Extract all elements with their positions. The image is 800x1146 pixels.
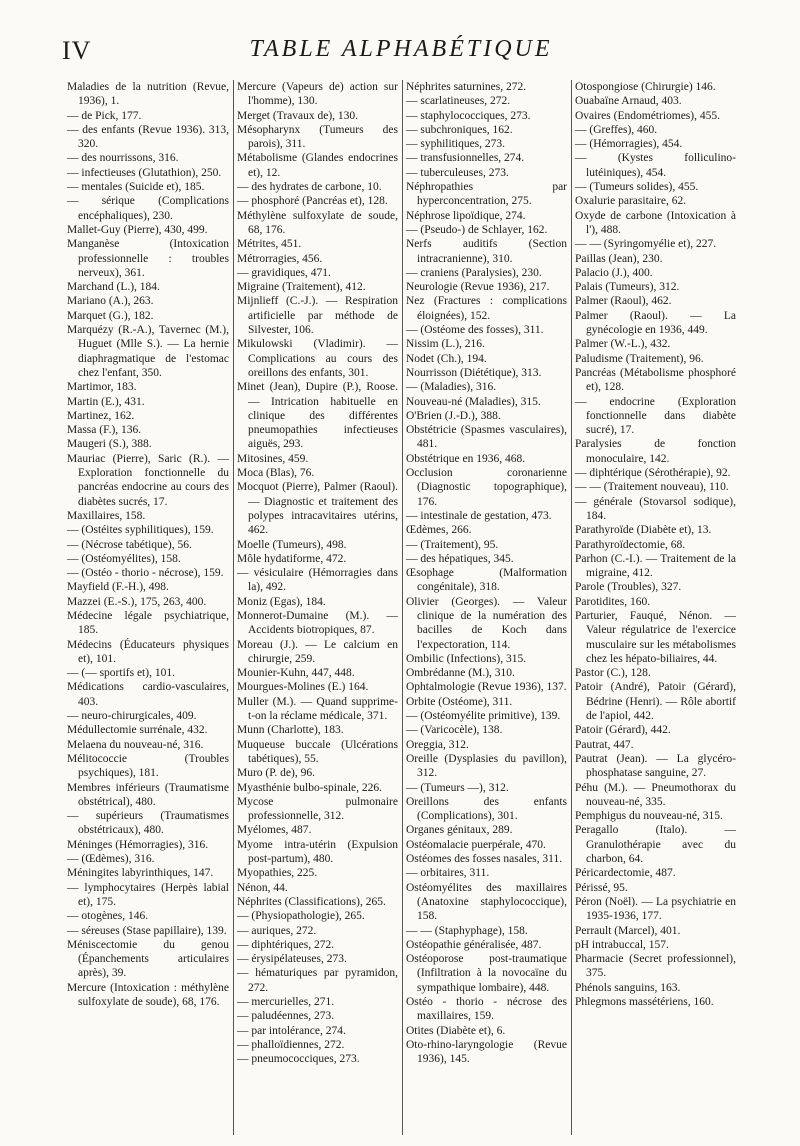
- index-entry: — lymphocytaires (Herpès labial et), 175.: [67, 881, 229, 908]
- index-entry: — phalloïdiennes, 272.: [237, 1038, 345, 1051]
- index-entry: pH intrabuccal, 157.: [575, 938, 669, 951]
- index-entry: — scarlatineuses, 272.: [406, 95, 511, 108]
- index-column: [402, 80, 571, 1135]
- index-entry: — (Pseudo-) de Schlayer, 162.: [406, 223, 548, 236]
- index-entry: Nénon, 44.: [237, 881, 288, 894]
- index-entry: — (Physiopathologie), 265.: [237, 910, 365, 923]
- index-entry: Métrites, 451.: [237, 238, 302, 251]
- index-entry: Parole (Troubles), 327.: [575, 581, 682, 594]
- index-entry: Martimor, 183.: [67, 381, 137, 394]
- index-entry: — (Tumeurs solides), 455.: [575, 181, 699, 194]
- index-entry: Moniz (Egas), 184.: [237, 595, 326, 608]
- index-entry: — diphtériques, 272.: [237, 938, 335, 951]
- index-entry: Palmer (Raoul), 462.: [575, 295, 672, 308]
- index-entry: Oreillons des enfants (Complications), 301.: [406, 795, 567, 823]
- index-entry: Ophtalmologie (Revue 1936), 137.: [406, 681, 567, 694]
- index-entry: Ombrédanne (M.), 310.: [406, 667, 515, 680]
- index-entry: — auriques, 272.: [237, 924, 317, 937]
- index-entry: Mycose pulmonaire professionnelle, 312.: [237, 795, 398, 823]
- index-entry: Ostéo - thorio - nécrose des maxillaires, 159.: [406, 996, 567, 1023]
- index-entry: Perrault (Marcel), 401.: [575, 924, 681, 937]
- index-entry: Mazzei (E.-S.), 175, 263, 400.: [67, 595, 207, 608]
- index-entry: Otites (Diabète et), 6.: [406, 1024, 506, 1037]
- index-entry: — supérieurs (Traumatismes obstétricaux), 480.: [67, 810, 229, 837]
- index-entry: — érysipélateuses, 273.: [237, 953, 347, 966]
- index-entry: Myome intra-utérin (Expulsion post-partum), 480.: [237, 838, 398, 866]
- index-entry: Mounier-Kuhn, 447, 448.: [237, 667, 355, 680]
- index-entry: — pneumococciques, 273.: [237, 1053, 360, 1066]
- index-entry: Pastor (C.), 128.: [575, 667, 651, 680]
- index-entry: — (Greffes), 460.: [575, 123, 658, 136]
- index-entry: Mikulowski (Vladimir). — Complications au cours des oreillons des enfants, 301.: [237, 338, 398, 379]
- index-entry: Pemphigus du nouveau-né, 315.: [575, 810, 723, 823]
- index-entry: Médullectomie surrénale, 432.: [67, 724, 208, 737]
- index-entry: Oxyde de carbone (Intoxication à l'), 488.: [575, 209, 736, 236]
- index-entry: O'Brien (J.-D.), 388.: [406, 409, 501, 422]
- index-entry: Organes génitaux, 289.: [406, 824, 513, 837]
- index-entry: — (Nécrose tabétique), 56.: [67, 538, 192, 551]
- index-entry: Paillas (Jean), 230.: [575, 252, 663, 265]
- index-entry: Ostéomyélites des maxillaires (Anatoxine staphylococcique), 158.: [406, 881, 567, 923]
- index-entry: Muqueuse buccale (Ulcérations tabétiques), 55.: [237, 738, 398, 765]
- index-entry: — paludéennes, 273.: [237, 1010, 335, 1023]
- index-entry: Oxalurie parasitaire, 62.: [575, 195, 687, 208]
- index-entry: — staphylococciques, 273.: [406, 109, 531, 122]
- index-entry: Myopathies, 225.: [237, 867, 318, 880]
- index-entry: — (— sportifs et), 101.: [67, 667, 175, 680]
- index-entry: — (Maladies), 316.: [406, 381, 497, 394]
- index-entry: Ostéomalacie puerpérale, 470.: [406, 838, 546, 851]
- index-entry: Moreau (J.). — Le calcium en chirurgie, 259.: [237, 638, 398, 665]
- index-entry: — (Tumeurs —), 312.: [406, 781, 509, 794]
- index-entry: Médications cardio-vasculaires, 403.: [67, 681, 229, 708]
- index-entry: — (Ostéites syphilitiques), 159.: [67, 524, 214, 537]
- index-entry: Marquézy (R.-A.), Tavernec (M.), Huguet (Mlle S.). — La hernie diaphragmatique de l'estomac chez l'enfant, 350.: [67, 324, 229, 379]
- index-entry: Mauriac (Pierre), Saric (R.). — Exploration fonctionnelle du pancréas endocrine au cours des diabètes sucrés, 17.: [67, 452, 229, 508]
- index-entry: — (Ostéome des fosses), 311.: [406, 324, 544, 337]
- index-entry: — diphtérique (Sérothérapie), 92.: [575, 467, 731, 480]
- index-entry: Maxillaires, 158.: [67, 509, 146, 522]
- index-entry: Massa (F.), 136.: [67, 424, 142, 437]
- index-entry: — séreuses (Stase papillaire), 139.: [67, 924, 227, 937]
- index-entry: Méniscectomie du genou (Épanchements articulaires après), 39.: [67, 938, 229, 980]
- page-number: IV: [62, 36, 92, 65]
- index-entry: Nourrisson (Diététique), 313.: [406, 366, 542, 379]
- index-entry: Médecine légale psychiatrique, 185.: [67, 609, 229, 637]
- index-entry: Peragallo (Italo). — Granulothérapie avec du charbon, 64.: [575, 824, 736, 866]
- index-entry: Ombilic (Infections), 315.: [406, 652, 527, 665]
- index-entry: Méninges (Hémorragies), 316.: [67, 838, 209, 851]
- index-entry: Péhu (M.). — Pneumothorax du nouveau-né, 335.: [575, 781, 736, 808]
- index-column: [233, 80, 402, 1135]
- index-entry: Môle hydatiforme, 472.: [237, 552, 347, 565]
- index-entry: Melaena du nouveau-né, 316.: [67, 738, 204, 751]
- index-entry: Manganèse (Intoxication professionnelle : troubles nerveux), 361.: [67, 238, 229, 279]
- index-entry: Parathyroïde (Diabète et), 13.: [575, 524, 712, 537]
- index-entry: Marchand (L.), 184.: [67, 281, 160, 294]
- index-entry: Mercure (Vapeurs de) action sur l'homme), 130.: [237, 81, 398, 108]
- index-entry: Mijnlieff (C.-J.). — Respiration artificielle par méthode de Silvester, 106.: [237, 295, 398, 337]
- index-entry: — sérique (Complications encéphaliques), 230.: [67, 195, 229, 222]
- index-entry: Moelle (Tumeurs), 498.: [237, 538, 347, 551]
- index-entry: — par intolérance, 274.: [237, 1024, 346, 1037]
- index-entry: Migraine (Traitement), 412.: [237, 281, 366, 294]
- index-entry: Occlusion coronarienne (Diagnostic topographique), 176.: [406, 467, 567, 508]
- index-entry: — (Œdèmes), 316.: [67, 853, 155, 866]
- index-entry: — subchroniques, 162.: [406, 123, 513, 136]
- index-entry: Martinez, 162.: [67, 409, 135, 422]
- index-entry: Maladies de la nutrition (Revue, 1936), 1.: [67, 81, 229, 108]
- index-entry: — orbitaires, 311.: [406, 867, 490, 880]
- index-entry: Mitosines, 459.: [237, 452, 309, 465]
- index-entry: Myasthénie bulbo-spinale, 226.: [237, 781, 383, 794]
- index-entry: Palmer (W.-L.), 432.: [575, 338, 671, 351]
- index-entry: — — (Syringomyélie et), 227.: [575, 238, 717, 251]
- index-entry: Œsophage (Malformation congénitale), 318.: [406, 567, 567, 594]
- index-entry: — (Kystes folliculino-lutéiniques), 454.: [575, 152, 736, 179]
- index-entry: Merget (Travaux de), 130.: [237, 109, 359, 122]
- index-entry: Mocquot (Pierre), Palmer (Raoul). — Diagnostic et traitement des polypes intracavitaires utérins, 462.: [237, 481, 398, 537]
- index-entry: Méningites labyrinthiques, 147.: [67, 867, 214, 880]
- index-entry: Mariano (A.), 263.: [67, 295, 154, 308]
- index-entry: Nissim (L.), 216.: [406, 338, 485, 351]
- index-entry: — transfusionnelles, 274.: [406, 152, 525, 165]
- index-entry: — (Varicocèle), 138.: [406, 724, 503, 737]
- index-entry: — vésiculaire (Hémorragies dans la), 492.: [237, 567, 398, 594]
- index-entry: Myélomes, 487.: [237, 824, 312, 837]
- index-entry: Pautrat, 447.: [575, 738, 634, 751]
- index-entry: Métrorragies, 456.: [237, 252, 323, 265]
- index-entry: Néphrites (Classifications), 265.: [237, 895, 386, 908]
- index-entry: Maugeri (S.), 388.: [67, 438, 152, 451]
- index-entry: — neuro-chirurgicales, 409.: [67, 710, 197, 723]
- index-entry: — (Ostéomyélites), 158.: [67, 552, 181, 565]
- index-entry: Phlegmons massétériens, 160.: [575, 996, 714, 1008]
- index-entry: Nodet (Ch.), 194.: [406, 352, 487, 365]
- index-entry: Œdèmes, 266.: [406, 524, 472, 537]
- index-columns: [64, 80, 740, 1135]
- index-entry: Pharmacie (Secret professionnel), 375.: [575, 953, 736, 980]
- index-entry: Métabolisme (Glandes endocrines et), 12.: [237, 152, 398, 179]
- index-entry: Mourgues-Molines (E.) 164.: [237, 681, 369, 694]
- index-entry: Parotidites, 160.: [575, 595, 651, 608]
- index-column: [571, 80, 740, 1135]
- index-entry: — hématuriques par pyramidon, 272.: [237, 967, 398, 994]
- index-entry: Oto-rhino-laryngologie (Revue 1936), 145.: [406, 1038, 567, 1066]
- page-header: [62, 36, 740, 76]
- index-entry: — syphilitiques, 273.: [406, 138, 506, 151]
- index-entry: Palacio (J.), 400.: [575, 266, 653, 279]
- index-entry: Monnerot-Dumaine (M.). — Accidents biotropiques, 87.: [237, 609, 398, 637]
- index-entry: Obstétricie (Spasmes vasculaires), 481.: [406, 424, 567, 451]
- index-entry: — tuberculeuses, 273.: [406, 166, 509, 179]
- index-entry: Mélitococcie (Troubles psychiques), 181.: [67, 752, 229, 780]
- index-entry: Munn (Charlotte), 183.: [237, 724, 344, 737]
- index-entry: Nerfs auditifs (Section intracranienne), 310.: [406, 238, 567, 265]
- index-entry: Oreggia, 312.: [406, 738, 469, 751]
- index-entry: — gravidiques, 471.: [237, 266, 331, 279]
- index-entry: — des nourrissons, 316.: [67, 152, 179, 165]
- index-entry: Péron (Noël). — La psychiatrie en 1935-1936, 177.: [575, 895, 736, 923]
- index-entry: Palais (Tumeurs), 312.: [575, 281, 680, 294]
- index-entry: — générale (Stovarsol sodique), 184.: [575, 495, 736, 522]
- index-entry: Méthylène sulfoxylate de soude, 68, 176.: [237, 209, 398, 236]
- index-entry: Membres inférieurs (Traumatisme obstétrical), 480.: [67, 781, 229, 808]
- index-entry: Paludisme (Traitement), 96.: [575, 352, 704, 365]
- index-entry: — des hydrates de carbone, 10.: [237, 181, 382, 194]
- index-entry: — (Ostéo - thorio - nécrose), 159.: [67, 567, 224, 580]
- index-entry: Palmer (Raoul). — La gynécologie en 1936, 449.: [575, 309, 736, 337]
- index-entry: Ostéopathie généralisée, 487.: [406, 938, 542, 951]
- index-entry: Mésopharynx (Tumeurs des parois), 311.: [237, 123, 398, 151]
- index-entry: — phosphoré (Pancréas et), 128.: [237, 195, 388, 208]
- index-entry: Phénols sanguins, 163.: [575, 981, 681, 994]
- index-entry: Néphropathies par hyperconcentration, 275.: [406, 181, 567, 208]
- index-entry: Parathyroïdectomie, 68.: [575, 538, 686, 551]
- index-entry: — (Traitement), 95.: [406, 538, 499, 551]
- index-entry: — craniens (Paralysies), 230.: [406, 266, 542, 279]
- index-entry: — des hépatiques, 345.: [406, 552, 514, 565]
- index-entry: Muro (P. de), 96.: [237, 767, 315, 780]
- index-entry: Oreille (Dysplasies du pavillon), 312.: [406, 752, 567, 780]
- index-entry: Néphrites saturnines, 272.: [406, 81, 527, 93]
- index-entry: Périssé, 95.: [575, 881, 628, 894]
- index-entry: Otospongiose (Chirurgie) 146.: [575, 81, 716, 93]
- index-entry: — otogènes, 146.: [67, 910, 149, 923]
- index-entry: Mercure (Intoxication : méthylène sulfoxylate de soude), 68, 176.: [67, 981, 229, 1008]
- index-entry: Pautrat (Jean). — La glycéro-phosphatase sanguine, 27.: [575, 752, 736, 780]
- index-entry: Obstétrique en 1936, 468.: [406, 452, 526, 465]
- index-entry: — (Ostéomyélite primitive), 139.: [406, 710, 561, 723]
- index-entry: Parturier, Fauqué, Nénon. — Valeur régulatrice de l'exercice musculaire sur les métabolismes chez les hépato-biliaires, 44.: [575, 609, 736, 665]
- index-entry: Patoir (André), Patoir (Gérard), Bédrine (Henri). — Rôle abortif de l'apiol, 442.: [575, 681, 736, 723]
- index-entry: Ouabaïne Arnaud, 403.: [575, 95, 682, 108]
- index-entry: Pancréas (Métabolisme phosphoré et), 128.: [575, 366, 736, 394]
- index-entry: Nez (Fractures : complications éloignées), 152.: [406, 295, 567, 322]
- index-entry: — de Pick, 177.: [67, 109, 142, 122]
- index-entry: — — (Staphyphage), 158.: [406, 924, 528, 937]
- index-entry: — mercurielles, 271.: [237, 996, 335, 1008]
- index-entry: — mentales (Suicide et), 185.: [67, 181, 205, 194]
- index-column: [64, 80, 233, 1135]
- index-entry: Ostéoporose post-traumatique (Infiltration à la novocaïne du sympathique lombaire), 448.: [406, 953, 567, 994]
- index-entry: — infectieuses (Glutathion), 250.: [67, 166, 222, 179]
- index-entry: Neurologie (Revue 1936), 217.: [406, 281, 550, 294]
- index-entry: — des enfants (Revue 1936). 313, 320.: [67, 123, 229, 151]
- index-entry: Paralysies de fonction monoculaire, 142.: [575, 438, 736, 465]
- index-entry: — intestinale de gestation, 473.: [406, 509, 552, 522]
- index-entry: Mallet-Guy (Pierre), 430, 499.: [67, 223, 208, 236]
- index-entry: — endocrine (Exploration fonctionnelle dans diabète sucré), 17.: [575, 395, 736, 437]
- index-entry: Médecins (Éducateurs physiques et), 101.: [67, 638, 229, 665]
- index-entry: Moca (Blas), 76.: [237, 467, 315, 480]
- index-entry: — — (Traitement nouveau), 110.: [575, 481, 729, 494]
- index-entry: Patoir (Gérard), 442.: [575, 724, 671, 737]
- index-entry: Olivier (Georges). — Valeur clinique de la numération des bacilles de Koch dans l'expectoration, 114.: [406, 595, 567, 651]
- index-entry: Ostéomes des fosses nasales, 311.: [406, 853, 563, 866]
- page-title: TABLE ALPHABÉTIQUE: [249, 36, 553, 62]
- index-entry: Marquet (G.), 182.: [67, 309, 154, 322]
- index-entry: Néphrose lipoïdique, 274.: [406, 209, 526, 222]
- index-entry: Parhon (C.-I.). — Traitement de la migraine, 412.: [575, 552, 736, 580]
- index-entry: Martin (E.), 431.: [67, 395, 145, 408]
- index-entry: Péricardectomie, 487.: [575, 867, 676, 880]
- index-entry: Minet (Jean), Dupire (P.), Roose. — Intrication habituelle en clinique des différentes pneumopathies infectieuses aiguës, 293.: [237, 381, 398, 451]
- index-entry: Orbite (Ostéome), 311.: [406, 695, 513, 708]
- index-entry: Mayfield (F.-H.), 498.: [67, 581, 169, 594]
- index-entry: — (Hémorragies), 454.: [575, 138, 683, 151]
- index-entry: Ovaires (Endométriomes), 455.: [575, 109, 720, 122]
- index-entry: Muller (M.). — Quand supprime-t-on la réclame médicale, 371.: [237, 695, 398, 723]
- index-entry: Nouveau-né (Maladies), 315.: [406, 395, 541, 408]
